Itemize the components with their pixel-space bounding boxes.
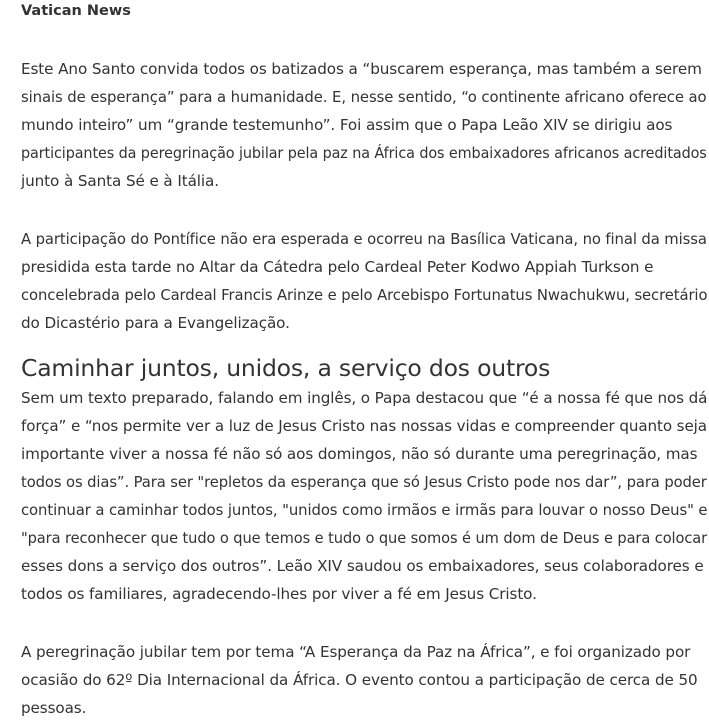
paragraph-line: Este Ano Santo convida todos os batizados a “buscarem esperança, mas também a serem xyxy=(21,60,702,78)
article-paragraph-2 xyxy=(21,225,709,337)
paragraph-line: mundo inteiro” um “grande testemunho”. Foi assim que o Papa Leão XIV se dirigiu aos xyxy=(21,116,673,134)
paragraph-line: todos os familiares, agradecendo-lhes por viver a fé em Jesus Cristo. xyxy=(21,585,537,603)
article-source: Vatican News xyxy=(21,3,131,19)
paragraph-line: presidida esta tarde no Altar da Cátedra pelo Cardeal Peter Kodwo Appiah Turkson e xyxy=(21,258,654,276)
section-heading: Caminhar juntos, unidos, a serviço dos outros xyxy=(21,354,551,382)
article-paragraph-4 xyxy=(21,638,698,722)
paragraph-line: ocasião do 62º Dia Internacional da África. O evento contou a participação de cerca de 50 xyxy=(21,671,698,689)
article-paragraph-3 xyxy=(21,384,709,608)
paragraph-line: força” e “nos permite ver a luz de Jesus Cristo nas nossas vidas e compreender quanto seja xyxy=(21,417,707,435)
paragraph-line: participantes da peregrinação jubilar pela paz na África dos embaixadores africanos acreditados xyxy=(21,144,707,162)
paragraph-line: "para reconhecer que tudo o que temos e tudo o que somos é um dom de Deus e para colocar xyxy=(21,529,708,547)
paragraph-line: concelebrada pelo Cardeal Francis Arinze e pelo Arcebispo Fortunatus Nwachukwu, secretário xyxy=(21,286,708,304)
paragraph-line: junto à Santa Sé e à Itália. xyxy=(21,172,219,190)
paragraph-line: Sem um texto preparado, falando em inglês, o Papa destacou que “é a nossa fé que nos dá xyxy=(21,389,708,407)
paragraph-line: continuar a caminhar todos juntos, "unidos como irmãos e irmãs para louvar o nosso Deus" e xyxy=(21,501,708,519)
paragraph-line: A peregrinação jubilar tem por tema “A Esperança da Paz na África”, e foi organizado por xyxy=(21,643,691,661)
paragraph-line: esses dons a serviço dos outros”. Leão XIV saudou os embaixadores, seus colaboradores e xyxy=(21,557,704,575)
paragraph-line: sinais de esperança” para a humanidade. E, nesse sentido, “o continente africano oferece ao xyxy=(21,88,707,106)
paragraph-line: pessoas. xyxy=(21,699,87,717)
paragraph-line: todos os dias”. Para ser "repletos da esperança que só Jesus Cristo pode nos dar”, para poder xyxy=(21,473,707,491)
paragraph-line: do Dicastério para a Evangelização. xyxy=(21,314,290,332)
article-paragraph-1 xyxy=(21,55,709,195)
paragraph-line: A participação do Pontífice não era esperada e ocorreu na Basílica Vaticana, no final da missa xyxy=(21,230,707,248)
paragraph-line: importante viver a nossa fé não só aos domingos, não só durante uma peregrinação, mas xyxy=(21,445,698,463)
